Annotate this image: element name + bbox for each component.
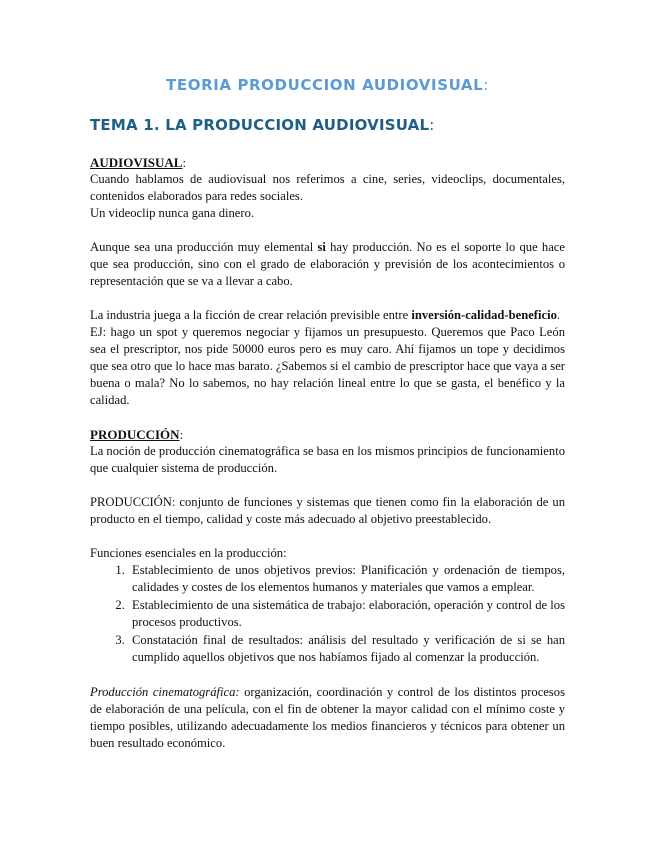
document-title	[90, 76, 565, 94]
audiovisual-paragraph-2: Un videoclip nunca gana dinero.	[90, 206, 255, 220]
audiovisual-paragraph-1: Cuando hablamos de audiovisual nos referimos a cine, series, videoclips, documentales, contenidos elaborados para redes sociales.	[90, 172, 565, 203]
cine-term: Producción cinematográfica:	[90, 685, 240, 699]
produccion-heading	[90, 426, 565, 443]
produccion-paragraph-1: La noción de producción cinematográfica se basa en los mismos principios de funcionamiento que cualquier sistema de producción.	[90, 444, 565, 475]
produccion-heading-text: PRODUCCIÓN	[90, 427, 180, 442]
produccion-heading-colon: :	[179, 427, 184, 442]
document-title-text: TEORIA PRODUCCION AUDIOVISUAL	[166, 76, 484, 94]
function-item: 1. Establecimiento de unos objetivos previos: Planificación y ordenación de tiempos, calidades y costes de los elementos humanos y materiales que vamos a emplear.	[128, 562, 565, 596]
p4-before: La industria juega a la ficción de crear relación previsible entre	[90, 308, 412, 322]
audiovisual-paragraph-5: EJ: hago un spot y queremos negociar y fijamos un presupuesto. Queremos que Paco León sea el prescriptor, nos pide 50000 euros pero es muy caro. Ahí fijamos un tope y decidimos que sea otro que lo hace mas barato. ¿Sabemos si el cambio de prescriptor hace que vaya a ser buena o mala? No lo sabemos, no hay relación lineal entre lo que se gasta, el benéfico y la calidad.	[90, 325, 565, 407]
function-item: 3. Constatación final de resultados: análisis del resultado y verificación de si se han cumplido aquellos objetivos que nos habíamos fijado al comenzar la producción.	[128, 632, 565, 666]
cine-definition	[90, 684, 565, 752]
cine-def: organización, coordinación y control de los distintos procesos de elaboración de una película, con el fin de obtener la mayor calidad con el mínimo coste y tiempo posibles, utilizando adecuadamente los medios financieros y técnicos para obtener un buen resultado económico.	[90, 685, 565, 750]
p3-bold: si	[317, 240, 326, 254]
produccion-paragraph-2: PRODUCCIÓN: conjunto de funciones y sistemas que tienen como fin la elaboración de un producto en el tiempo, calidad y coste más adecuado al objetivo preestablecido.	[90, 495, 565, 526]
tema-heading-text: TEMA 1. LA PRODUCCION AUDIOVISUAL	[90, 116, 430, 134]
p4-bold: inversión-calidad-beneficio	[411, 308, 557, 322]
audiovisual-heading	[90, 154, 565, 171]
document-title-colon: :	[483, 76, 489, 94]
p3-before: Aunque sea una producción muy elemental	[90, 240, 318, 254]
audiovisual-paragraph-4	[90, 307, 565, 324]
tema-heading	[90, 116, 565, 134]
audiovisual-paragraph-3	[90, 239, 565, 290]
audiovisual-heading-colon: :	[182, 155, 187, 170]
functions-list	[90, 562, 565, 666]
p3-after: hay producción. No es el soporte lo que hace que sea producción, sino con el grado de elaboración y previsión de los acontecimientos o representación que se va a llevar a cabo.	[90, 240, 565, 288]
functions-intro: Funciones esenciales en la producción:	[90, 546, 287, 560]
tema-heading-colon: :	[429, 116, 435, 134]
p4-after: .	[556, 308, 561, 322]
audiovisual-heading-text: AUDIOVISUAL	[90, 155, 183, 170]
function-item: 2. Establecimiento de una sistemática de trabajo: elaboración, operación y control de los procesos productivos.	[128, 597, 565, 631]
